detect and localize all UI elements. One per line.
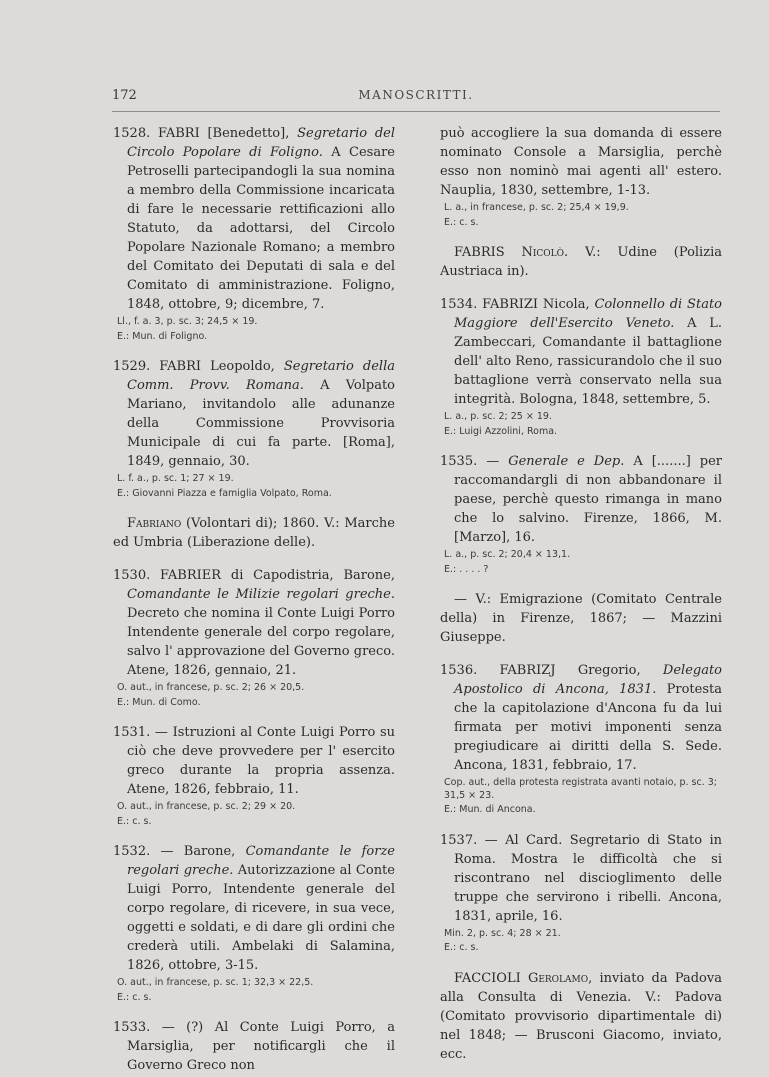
catalog-entry bbox=[113, 124, 395, 343]
entry-name: — (?) bbox=[161, 1020, 204, 1035]
entry-body: Decreto che nomina il Conte Luigi Porro Intendente generale del corpo regolare, salvo l' approvazione del Governo greco. Atene, 1826, gennaio, 21. bbox=[127, 606, 395, 678]
entry-body: A L. Zambeccari, Comandante il battaglione dell' alto Reno, rassicurandolo che il suo battaglione verrà conservato nella sua integrità. Bologna, 1848, settembre, 5. bbox=[454, 316, 722, 407]
entry-owner: E.: Mun. di Como. bbox=[117, 696, 201, 708]
catalog-entry bbox=[440, 969, 722, 1064]
entry-owner: E.: c. s. bbox=[117, 815, 152, 827]
catalog-entry bbox=[440, 590, 722, 647]
xref-name: FACCIOLI Gerolamo, bbox=[454, 970, 593, 986]
entry-role: Delegato Apostolico di Ancona, 1831. bbox=[454, 663, 723, 697]
catalog-entry bbox=[113, 514, 395, 552]
xref-name: — bbox=[454, 592, 467, 607]
entry-body: Autorizzazione al Conte Luigi Porro, Intendente generale del corpo regolare, di ricevere, in sua vece, oggetti e soldati, e di dare gli ordini che crederà utili. Ambelaki di Salamina, 1826, ottobre, 3-15. bbox=[127, 863, 395, 973]
entry-number: 1532. bbox=[113, 844, 151, 859]
entry-name: FABRIZI Nicola, bbox=[482, 297, 590, 312]
entry-number: 1537. bbox=[440, 832, 478, 848]
entry-name: — bbox=[484, 832, 498, 848]
catalog-entry bbox=[440, 124, 722, 229]
left-column bbox=[113, 124, 395, 1077]
entry-role: Segretario del Circolo Popolare di Foligno. bbox=[127, 126, 396, 160]
entry-owner: E.: . . . . ? bbox=[444, 563, 489, 575]
cross-reference bbox=[440, 590, 722, 647]
entry-number: 1535. bbox=[440, 454, 478, 469]
entry-name: — Barone, bbox=[160, 844, 236, 859]
entry-physical-description: O. aut., in francese, p. sc. 2; 26 × 20,5. bbox=[117, 682, 305, 693]
entry-name: — bbox=[486, 454, 500, 469]
entry-number: 1531. bbox=[113, 725, 151, 740]
entry-body: Istruzioni al Conte Luigi Porro su ciò che deve provvedere per l' esercito greco durante la propria assenza. Atene, 1826, febbraio, 11. bbox=[127, 725, 396, 797]
entry-physical-description: Cop. aut., della protesta registrata avanti notaio, p. sc. 3; 31,5 × 23. bbox=[444, 777, 718, 801]
entry-text bbox=[440, 661, 722, 775]
catalog-entry bbox=[440, 295, 722, 438]
entry-body: Al Card. Segretario di Stato in Roma. Mostra le difficoltà che si riscontrano nel discioglimento delle truppe che servirono i ribelli. Ancona, 1831, aprile, 16. bbox=[454, 832, 722, 924]
cross-reference bbox=[440, 969, 722, 1064]
entry-body: A Volpato Mariano, invitandolo alle adunanze della Commissione Provvisoria Municipale di cui fa parte. [Roma], 1849, gennaio, 30. bbox=[127, 378, 395, 469]
entry-physical-description: L. f. a., p. sc. 1; 27 × 19. bbox=[117, 473, 234, 484]
xref-body: V.: Udine (Polizia Austriaca in). bbox=[440, 245, 722, 279]
entry-role: Segretario della Comm. Provv. Romana. bbox=[127, 359, 395, 393]
entry-body: può accogliere la sua domanda di essere nominato Console a Marsiglia, perchè esso non nominò mai agenti all' estero. Nauplia, 1830, settembre, 1-13. bbox=[440, 126, 722, 198]
entry-role: Comandante le forze regolari greche. bbox=[127, 844, 395, 878]
header-rule bbox=[112, 111, 720, 112]
entry-owner: E.: c. s. bbox=[117, 991, 152, 1003]
running-title: MANOSCRITTI. bbox=[358, 88, 474, 102]
catalog-entry bbox=[440, 243, 722, 281]
entry-body: A [.......] per raccomandargli di non abbandonare il paese, perchè questo rimanga in mano che lo salvino. Firenze, 1866, M. [Marzo], 16. bbox=[454, 454, 722, 545]
page-header bbox=[112, 88, 720, 110]
xref-name: Fabriano bbox=[127, 516, 182, 531]
catalog-entry bbox=[113, 842, 395, 1004]
entry-text bbox=[113, 723, 395, 799]
catalog-entry bbox=[113, 1018, 395, 1075]
entry-number: 1530. bbox=[113, 568, 151, 583]
entry-owner: E.: c. s. bbox=[444, 942, 479, 953]
entry-number: 1528. bbox=[113, 126, 151, 141]
entry-physical-description: Ll., f. a. 3, p. sc. 3; 24,5 × 19. bbox=[117, 316, 258, 327]
catalog-entry bbox=[440, 661, 722, 817]
cross-reference bbox=[113, 514, 395, 552]
entry-number: 1533. bbox=[113, 1020, 151, 1035]
entry-role: Comandante le Milizie regolari greche. bbox=[127, 587, 395, 602]
xref-body: V.: Emigrazione (Comitato Centrale della) in Firenze, 1867; — Mazzini Giuseppe. bbox=[440, 592, 722, 645]
xref-name: FABRIS Nicolò. bbox=[454, 245, 569, 260]
catalog-entry bbox=[113, 357, 395, 500]
entry-text bbox=[440, 452, 722, 547]
catalog-entry bbox=[440, 452, 722, 576]
entry-number: 1534. bbox=[440, 297, 478, 312]
entry-owner: E.: Luigi Azzolini, Roma. bbox=[444, 425, 558, 437]
entry-body: A Cesare Petroselli partecipandogli la sua nomina a membro della Commissione incaricata di fare le necessarie rettificazioni allo Statuto, da adottarsi, del Circolo Popolare Nazionale Romano; a membro del Comitato dei Deputati di sala e del Comitato di amministrazione. Foligno, 1848, ottobre, 9; dicembre, 7. bbox=[127, 145, 395, 312]
entry-text bbox=[440, 831, 722, 926]
entry-role: Generale e Dep. bbox=[508, 454, 625, 469]
entry-continuation bbox=[440, 124, 722, 200]
entry-number: 1536. bbox=[440, 663, 478, 678]
entry-name: FABRI Leopoldo, bbox=[159, 359, 275, 374]
entry-text bbox=[113, 566, 395, 680]
entry-body: Al Conte Luigi Porro, a Marsiglia, per notificargli che il Governo Greco non bbox=[127, 1020, 396, 1073]
entry-text bbox=[113, 1018, 395, 1075]
entry-physical-description: L. a., in francese, p. sc. 2; 25,4 × 19,9. bbox=[444, 202, 629, 213]
entry-owner: E.: Mun. di Foligno. bbox=[117, 330, 208, 342]
catalog-entry bbox=[113, 566, 395, 709]
page-number: 172 bbox=[112, 88, 137, 103]
entry-physical-description: Min. 2, p. sc. 4; 28 × 21. bbox=[444, 927, 561, 939]
entry-role: Colonnello di Stato Maggiore dell'Esercito Veneto. bbox=[454, 297, 722, 331]
xref-body: inviato da Padova alla Consulta di Venezia. V.: Padova (Comitato provvisorio dipartimentale di) nel 1848; — Brusconi Giacomo, inviato, ecc. bbox=[440, 970, 722, 1062]
cross-reference bbox=[440, 243, 722, 281]
entry-physical-description: O. aut., in francese, p. sc. 1; 32,3 × 22,5. bbox=[117, 977, 314, 988]
right-column bbox=[440, 124, 722, 1077]
entry-body: Protesta che la capitolazione d'Ancona fu da lui firmata per motivi imponenti senza pregiudicare ai diritti della S. Sede. Ancona, 1831, febbraio, 17. bbox=[454, 682, 722, 773]
entry-text bbox=[440, 295, 722, 409]
entry-owner: E.: Mun. di Ancona. bbox=[444, 804, 536, 815]
entry-number: 1529. bbox=[113, 359, 151, 374]
entry-physical-description: L. a., p. sc. 2; 20,4 × 13,1. bbox=[444, 549, 571, 560]
entry-text bbox=[113, 357, 395, 471]
catalog-entry bbox=[113, 723, 395, 828]
xref-body: (Volontari di); 1860. V.: Marche ed Umbria (Liberazione delle). bbox=[113, 516, 395, 550]
catalog-entry bbox=[440, 831, 722, 955]
entry-name: — bbox=[154, 725, 168, 740]
entry-owner: E.: c. s. bbox=[444, 216, 479, 228]
entry-physical-description: L. a., p. sc. 2; 25 × 19. bbox=[444, 411, 552, 422]
entry-text bbox=[113, 842, 395, 975]
entry-name: FABRIER di Capodistria, Barone, bbox=[160, 568, 395, 583]
entry-text bbox=[113, 124, 395, 314]
entry-physical-description: O. aut., in francese, p. sc. 2; 29 × 20. bbox=[117, 801, 296, 812]
entry-name: FABRIZJ Gregorio, bbox=[499, 663, 641, 678]
entry-owner: E.: Giovanni Piazza e famiglia Volpato, Roma. bbox=[117, 487, 332, 499]
entry-name: FABRI [Benedetto], bbox=[157, 126, 290, 141]
